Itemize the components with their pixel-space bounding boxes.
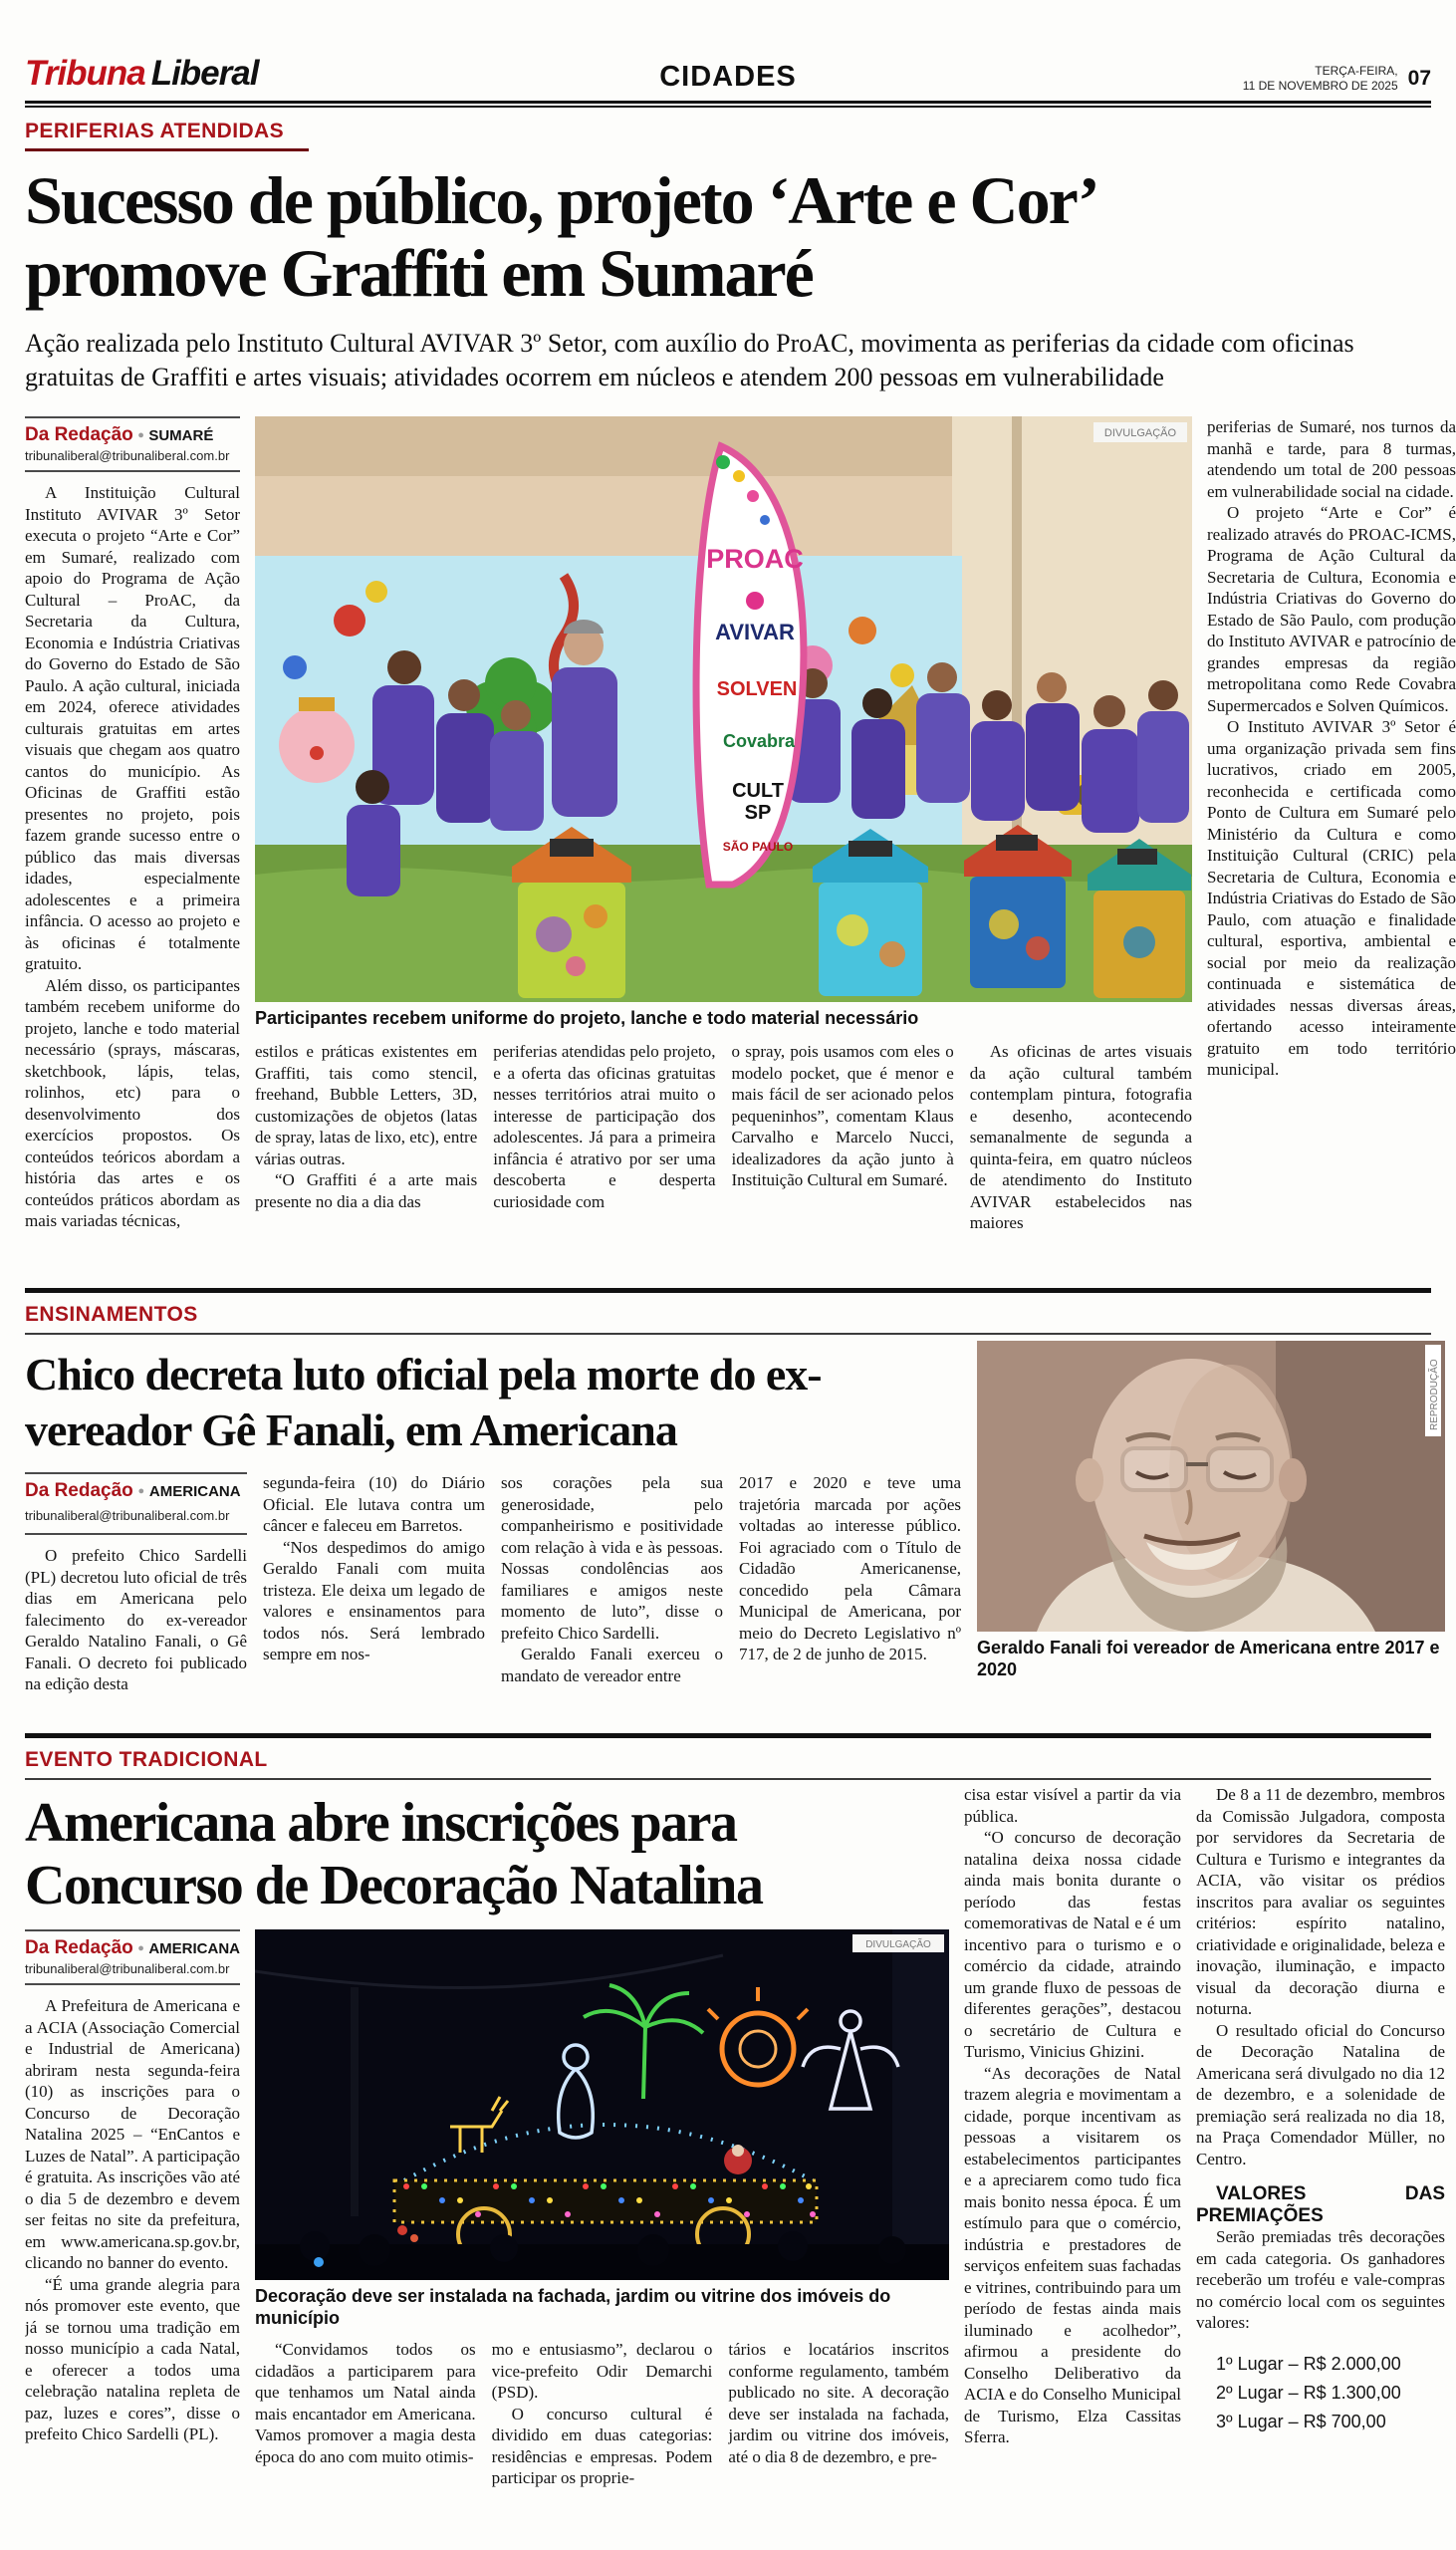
prize-item: 2º Lugar – R$ 1.300,00 — [1216, 2382, 1401, 2403]
article1-kicker-rule — [25, 148, 309, 151]
prize-item: 1º Lugar – R$ 2.000,00 — [1216, 2353, 1401, 2374]
photo-credit — [1093, 422, 1187, 442]
article1-headline: Sucesso de público, projeto ‘Arte e Cor’ promove Graffiti em Sumaré — [25, 162, 1093, 311]
article3-inner — [25, 1929, 949, 2533]
paragraph: mo e entusiasmo”, declarou o vice-prefeito Odir Demarchi (PSD). — [491, 2340, 713, 2402]
paragraph: “Convidamos todos os cidadãos a participarem para que tenhamos um Natal ainda mais encantador em Americana. Vamos promover a magia desta época do ano com muito otimis- — [255, 2340, 476, 2466]
article1-column-5 — [970, 1041, 1192, 1275]
photo-credit-text: DIVULGAÇÃO — [1103, 427, 1177, 439]
byline-top — [25, 1480, 247, 1503]
article3-photo-caption: Decoração deve ser instalada na fachada, jardim ou vitrine dos imóveis do município — [255, 2286, 891, 2328]
logo-word-liberal: Liberal — [150, 54, 259, 93]
article1-photo-caption: Participantes recebem uniforme do projeto, lanche e todo material necessário — [255, 1008, 919, 1028]
article3-col1-text — [25, 1995, 240, 2445]
paragraph: “Nos despedimos do amigo Geraldo Fanali com muita tristeza. Ele deixa um legado de valores e ensinamentos para todos nós. Será lembrado sempre em nos- — [263, 1537, 485, 1663]
dateline-date: 11 DE NOVEMBRO DE 2025 — [1242, 79, 1398, 93]
paragraph: Geraldo Fanali exerceu o mandato de vereador entre — [501, 1645, 723, 1685]
flag-logo-saopaulo: SÃO PAULO — [722, 840, 794, 854]
prize-item: 3º Lugar – R$ 700,00 — [1216, 2411, 1386, 2431]
flag-logo-solven: SOLVEN — [716, 678, 798, 700]
prizes-intro: Serão premiadas três decorações em cada categoria. Os ganhadores receberão um troféu e vale-compras no comércio local com os seguintes valores: — [1196, 2227, 1445, 2332]
paragraph: segunda-feira (10) do Diário Oficial. Ele lutava contra um câncer e faleceu em Barretos. — [263, 1473, 485, 1535]
article1-deck: Ação realizada pelo Instituto Cultural AVIVAR 3º Setor, com auxílio do ProAC, movimenta as periferias da cidade com oficinas gratuitas de Graffiti e artes visuais; atividades ocorrem em núcleos e atendem 200 pessoas em vulnerabilidade — [25, 329, 1354, 391]
byline-bullet-icon: ● — [137, 1942, 144, 1954]
masthead — [25, 36, 1431, 94]
article3-left-main — [25, 1784, 949, 2533]
dateline-weekday: TERÇA-FEIRA, — [1315, 64, 1398, 78]
photo-credit-text: DIVULGAÇÃO — [865, 1939, 931, 1950]
article2-photo-block — [977, 1339, 1445, 1723]
prizes-list — [1196, 2350, 1445, 2436]
photo-credit — [852, 1934, 944, 1952]
paragraph: periferias de Sumaré, nos turnos da manhã e tarde, para 8 turmas, atendendo um total de 200 pessoas em vulnerabilidade social na cidade. — [1207, 417, 1456, 501]
article2-column-1 — [25, 1472, 247, 1723]
article2-left — [25, 1339, 961, 1723]
paragraph: tários e locatários inscritos conforme regulamento, também publicado no site. A decoração deve ser instalada na fachada, jardim ou vitrine dos imóveis, até o dia 8 de dezembro, e pre- — [728, 2340, 949, 2466]
article2-body — [25, 1339, 1440, 1723]
article1-column-6 — [1207, 416, 1456, 1275]
paragraph: “O concurso de decoração natalina deixa nossa cidade ainda mais bonita durante o período das festas comemorativas de Natal e é um incentivo para o turismo e o comércio da cidade, atraindo um grande fluxo de pessoas de diferentes gerações”, destacou o secretário de Cultura e Turismo, Vinicius Ghizini. — [964, 1828, 1181, 2061]
paragraph: As oficinas de artes visuais da ação cultural também contemplam pintura, fotografia e desenho, acontecendo semanalmente de segunda a quinta-feira, em quatro núcleos de atendimento do Instituto AVIVAR estabelecidos nas maiores — [969, 1042, 1192, 1232]
article-periferias-atendidas — [25, 120, 1456, 1275]
byline-city: AMERICANA — [148, 1483, 241, 1500]
paragraph: O projeto “Arte e Cor” é realizado através do PROAC-ICMS, Programa de Ação Cultural da Secretaria de Cultura, Economia e Indústria Criativas do Governo do Estado de São Paulo, com produção do Instituto AVIVAR e patrocínio de grandes empresas da região metropolitana como Rede Covabra Supermercados e Solven Químicos. — [1207, 503, 1456, 715]
article1-kicker: PERIFERIAS ATENDIDAS — [25, 120, 285, 142]
article2-columns — [25, 1472, 961, 1723]
article3-column-b — [492, 2339, 713, 2533]
photo-credit — [1425, 1345, 1441, 1436]
header-rule — [25, 101, 1431, 108]
article3-column-c — [728, 2339, 949, 2533]
article1-column-4 — [732, 1041, 954, 1275]
byline-top — [25, 1937, 240, 1959]
article2-photo-illustration — [977, 1341, 1445, 1632]
paragraph: sos corações pela sua generosidade, pelo companheirismo e positividade com relação à vida e às pessoas. Nossas condolências aos familiares e amigos neste momento de luto”, disse o prefeito Chico Sardelli. — [501, 1473, 723, 1643]
article3-kicker-rule — [25, 1778, 1431, 1780]
article2-column-4 — [739, 1472, 961, 1723]
article1-middle — [255, 416, 1192, 1275]
byline-email: tribunaliberal@tribunaliberal.com.br — [25, 1507, 230, 1523]
article2-column-2 — [263, 1472, 485, 1723]
article3-column-a — [255, 2339, 476, 2533]
article3-headline: Americana abre inscrições para Concurso de Decoração Natalina — [25, 1792, 763, 1916]
byline-author: Da Redação — [25, 424, 133, 445]
flag-logo-cult: CULT — [732, 780, 784, 802]
byline-city: AMERICANA — [148, 1940, 240, 1957]
section-title: CIDADES — [659, 61, 797, 93]
section-divider — [25, 1288, 1431, 1293]
paragraph: De 8 a 11 de dezembro, membros da Comissão Julgadora, composta por servidores da Secretaria de Cultura e Turismo e integrantes da ACIA, vão visitar os prédios inscritos para avaliar os seguintes critérios: espírito natalino, criatividade e originalidade, beleza e inovação, iluminação, e impacto visual da decoração diurna e noturna. — [1196, 1785, 1445, 2018]
prizes-box — [1196, 2183, 1445, 2436]
paragraph: A Instituição Cultural Instituto AVIVAR 3º Setor executa o projeto “Arte e Cor” em Sumaré, realizado com apoio do Programa de Ação Cultural – ProAC, da Secretaria da Cultura, Economia e Indústria Criativas do Governo do Estado de São Paulo. A ação cultural, iniciada em 2024, oferece atividades culturais gratuitas em artes visuais que chegam aos quatro cantos do município. As Oficinas de Graffiti estão presentes no projeto, pois fazem grande sucesso entre o público das mais diversas idades, especialmente adolescentes e a primeira infância. O acesso ao projeto e às oficinas é totalmente gratuito. — [25, 483, 240, 973]
paragraph: O prefeito Chico Sardelli (PL) decretou luto oficial de três dias em Americana pelo falecimento do ex-vereador Geraldo Natalino Fanali, o Gê Fanali. O decreto foi publicado na edição desta — [25, 1546, 247, 1693]
byline-email: tribunaliberal@tribunaliberal.com.br — [25, 1961, 230, 1976]
flag-logo-covabra: Covabra — [722, 731, 796, 751]
paragraph: O resultado oficial do Concurso de Decoração Natalina de Americana será divulgado no dia 12 de dezembro, e a solenidade de premiação será realizada no dia 18, na Praça Comendador Müller, no Centro. — [1196, 2020, 1445, 2168]
section-divider — [25, 1733, 1431, 1738]
article3-photo-illustration — [255, 1929, 949, 2280]
paragraph: “As decorações de Natal trazem alegria e movimentam a cidade, porque incentivam as pessoas a visitarem os estabelecimentos participantes e a apreciarem como tudo fica mais bonito nessa época. É um estímulo para que o comércio, indústria e prestadores de serviços enfeitem suas fachadas e vitrines, contribuindo para um período de festas ainda mais iluminado e acolhedor”, afirmou a presidente do Conselho Deliberativo da ACIA e do Conselho Municipal de Turismo, Elza Cassitas Sferra. — [964, 2063, 1181, 2446]
article3-lower-columns — [255, 2339, 949, 2533]
paragraph: A Prefeitura de Americana e a ACIA (Associação Comercial e Industrial de Americana) abriram nesta segunda-feira (10) as inscrições para o Concurso de Decoração Natalina 2025 – “EnCantos e Luzes de Natal”. A participação é gratuita. As inscrições vão até o dia 5 de dezembro e devem ser feitas no site da prefeitura, em www.americana.sp.gov.br, clicando no banner do evento. — [25, 1996, 240, 2272]
paragraph: 2017 e 2020 e teve uma trajetória marcada por ações voltadas ao interesse público. Foi agraciado com o Título de Cidadão Americanense, concedido pela Câmara Municipal de Americana, por meio do Decreto Legislativo nº 717, de 2 de junho de 2015. — [739, 1473, 961, 1663]
article2-kicker-rule — [25, 1333, 1431, 1335]
paragraph: o spray, pois usamos com eles o modelo pocket, que é menor e mais fácil de ser acionado pelos pequeninhos”, comentam Klaus Carvalho e Marcelo Nucci, idealizadores da ação junto à Instituição Cultural em Sumaré. — [731, 1042, 954, 1189]
article2-kicker: ENSINAMENTOS — [25, 1303, 198, 1326]
byline-author: Da Redação — [25, 1937, 133, 1958]
article3-byline — [25, 1929, 240, 1985]
article1-col1-text — [25, 482, 240, 1232]
flag-logo-sp: SP — [744, 802, 772, 824]
article2-photo-caption: Geraldo Fanali foi vereador de Americana entre 2017 e 2020 — [977, 1638, 1440, 1679]
article3-column-1 — [25, 1929, 240, 2533]
article-evento-tradicional — [25, 1748, 1445, 2533]
article1-lower-columns — [255, 1041, 1192, 1275]
article3-body — [25, 1784, 1445, 2533]
article3-photo-block — [255, 1929, 949, 2533]
article2-headline: Chico decreta luto oficial pela morte do ex-vereador Gê Fanali, em Americana — [25, 1349, 822, 1455]
byline-email: tribunaliberal@tribunaliberal.com.br — [25, 448, 230, 463]
paragraph: periferias atendidas pelo projeto, e a oferta das oficinas gratuitas nesses territórios atrai muito o interesse de participação dos adolescentes. Já para a primeira infância é atrativo por ser uma descoberta e desperta curiosidade com — [493, 1042, 716, 1211]
paragraph: O Instituto AVIVAR 3º Setor é uma organização privada sem fins lucrativos, criado em 2005, reconhecida e certificada como Ponto de Cultura em Sumaré pelo Ministério da Cultura e como Instituição Cultural (CRIC) pela Secretaria de Cultura, Economia e Indústria Criativas do Estado de São Paulo, com atuação e finalidade cultural, esportiva, ambiental e social por meio da realização continuada e sistemática de atividades nessas diversas áreas, ofertando acesso inteiramente gratuito em todo território municipal. — [1207, 717, 1456, 1079]
paragraph: Além disso, os participantes também recebem uniforme do projeto, lanche e todo material necessário (sprays, máscaras, sketchbook, lápis, telas, rolinhos, etc) para o desenvolvimento dos exercícios propostos. Os conteúdos teóricos abordam a história das artes e os conteúdos práticos abordam as mais variadas técnicas, — [25, 975, 240, 1230]
page-number: 07 — [1407, 67, 1431, 90]
article1-body — [25, 416, 1456, 1275]
article1-byline — [25, 416, 240, 472]
article1-column-3 — [493, 1041, 715, 1275]
article1-photo-illustration — [255, 416, 1192, 1002]
paragraph: cisa estar visível a partir da via pública. — [964, 1785, 1181, 1826]
article3-column-e — [1196, 1784, 1445, 2533]
logo-word-tribuna: Tribuna — [25, 54, 145, 93]
byline-bullet-icon: ● — [137, 1485, 145, 1497]
prizes-title: VALORES DAS PREMIAÇÕES — [1196, 2183, 1445, 2226]
photo-credit-text: REPRODUÇÃO — [1429, 1359, 1440, 1430]
byline-author: Da Redação — [25, 1480, 133, 1501]
byline-city: SUMARÉ — [148, 427, 214, 444]
article3-kicker: EVENTO TRADICIONAL — [25, 1748, 268, 1771]
flag-logo-proac: PROAC — [706, 544, 804, 574]
byline-bullet-icon: ● — [137, 429, 144, 441]
article3-column-d — [964, 1784, 1181, 2533]
article1-column-2 — [255, 1041, 477, 1275]
article2-column-3 — [501, 1472, 723, 1723]
paragraph: “É uma grande alegria para nós promover este evento, que já se tornou uma tradição em nosso município a cada Natal, e oferecer a todos uma celebração natalina repleta de paz, luzes e cores”, disse o prefeito Chico Sardelli (PL). — [25, 2274, 240, 2443]
paragraph: “O Graffiti é a arte mais presente no dia a dia das — [255, 1170, 478, 1211]
paragraph: estilos e práticas existentes em Graffiti, tais como stencil, freehand, Bubble Letters, 3D, customizações de objetos (latas de spray, latas de lixo, etc), entre várias outras. — [255, 1042, 478, 1168]
byline-top — [25, 424, 240, 446]
article1-column-1 — [25, 416, 240, 1275]
flag-logo-avivar: AVIVAR — [715, 620, 795, 644]
article2-byline — [25, 1472, 247, 1535]
paragraph: O concurso cultural é dividido em duas categorias: residências e empresas. Podem participar os proprie- — [491, 2404, 713, 2487]
article-ensinamentos — [25, 1303, 1440, 1723]
